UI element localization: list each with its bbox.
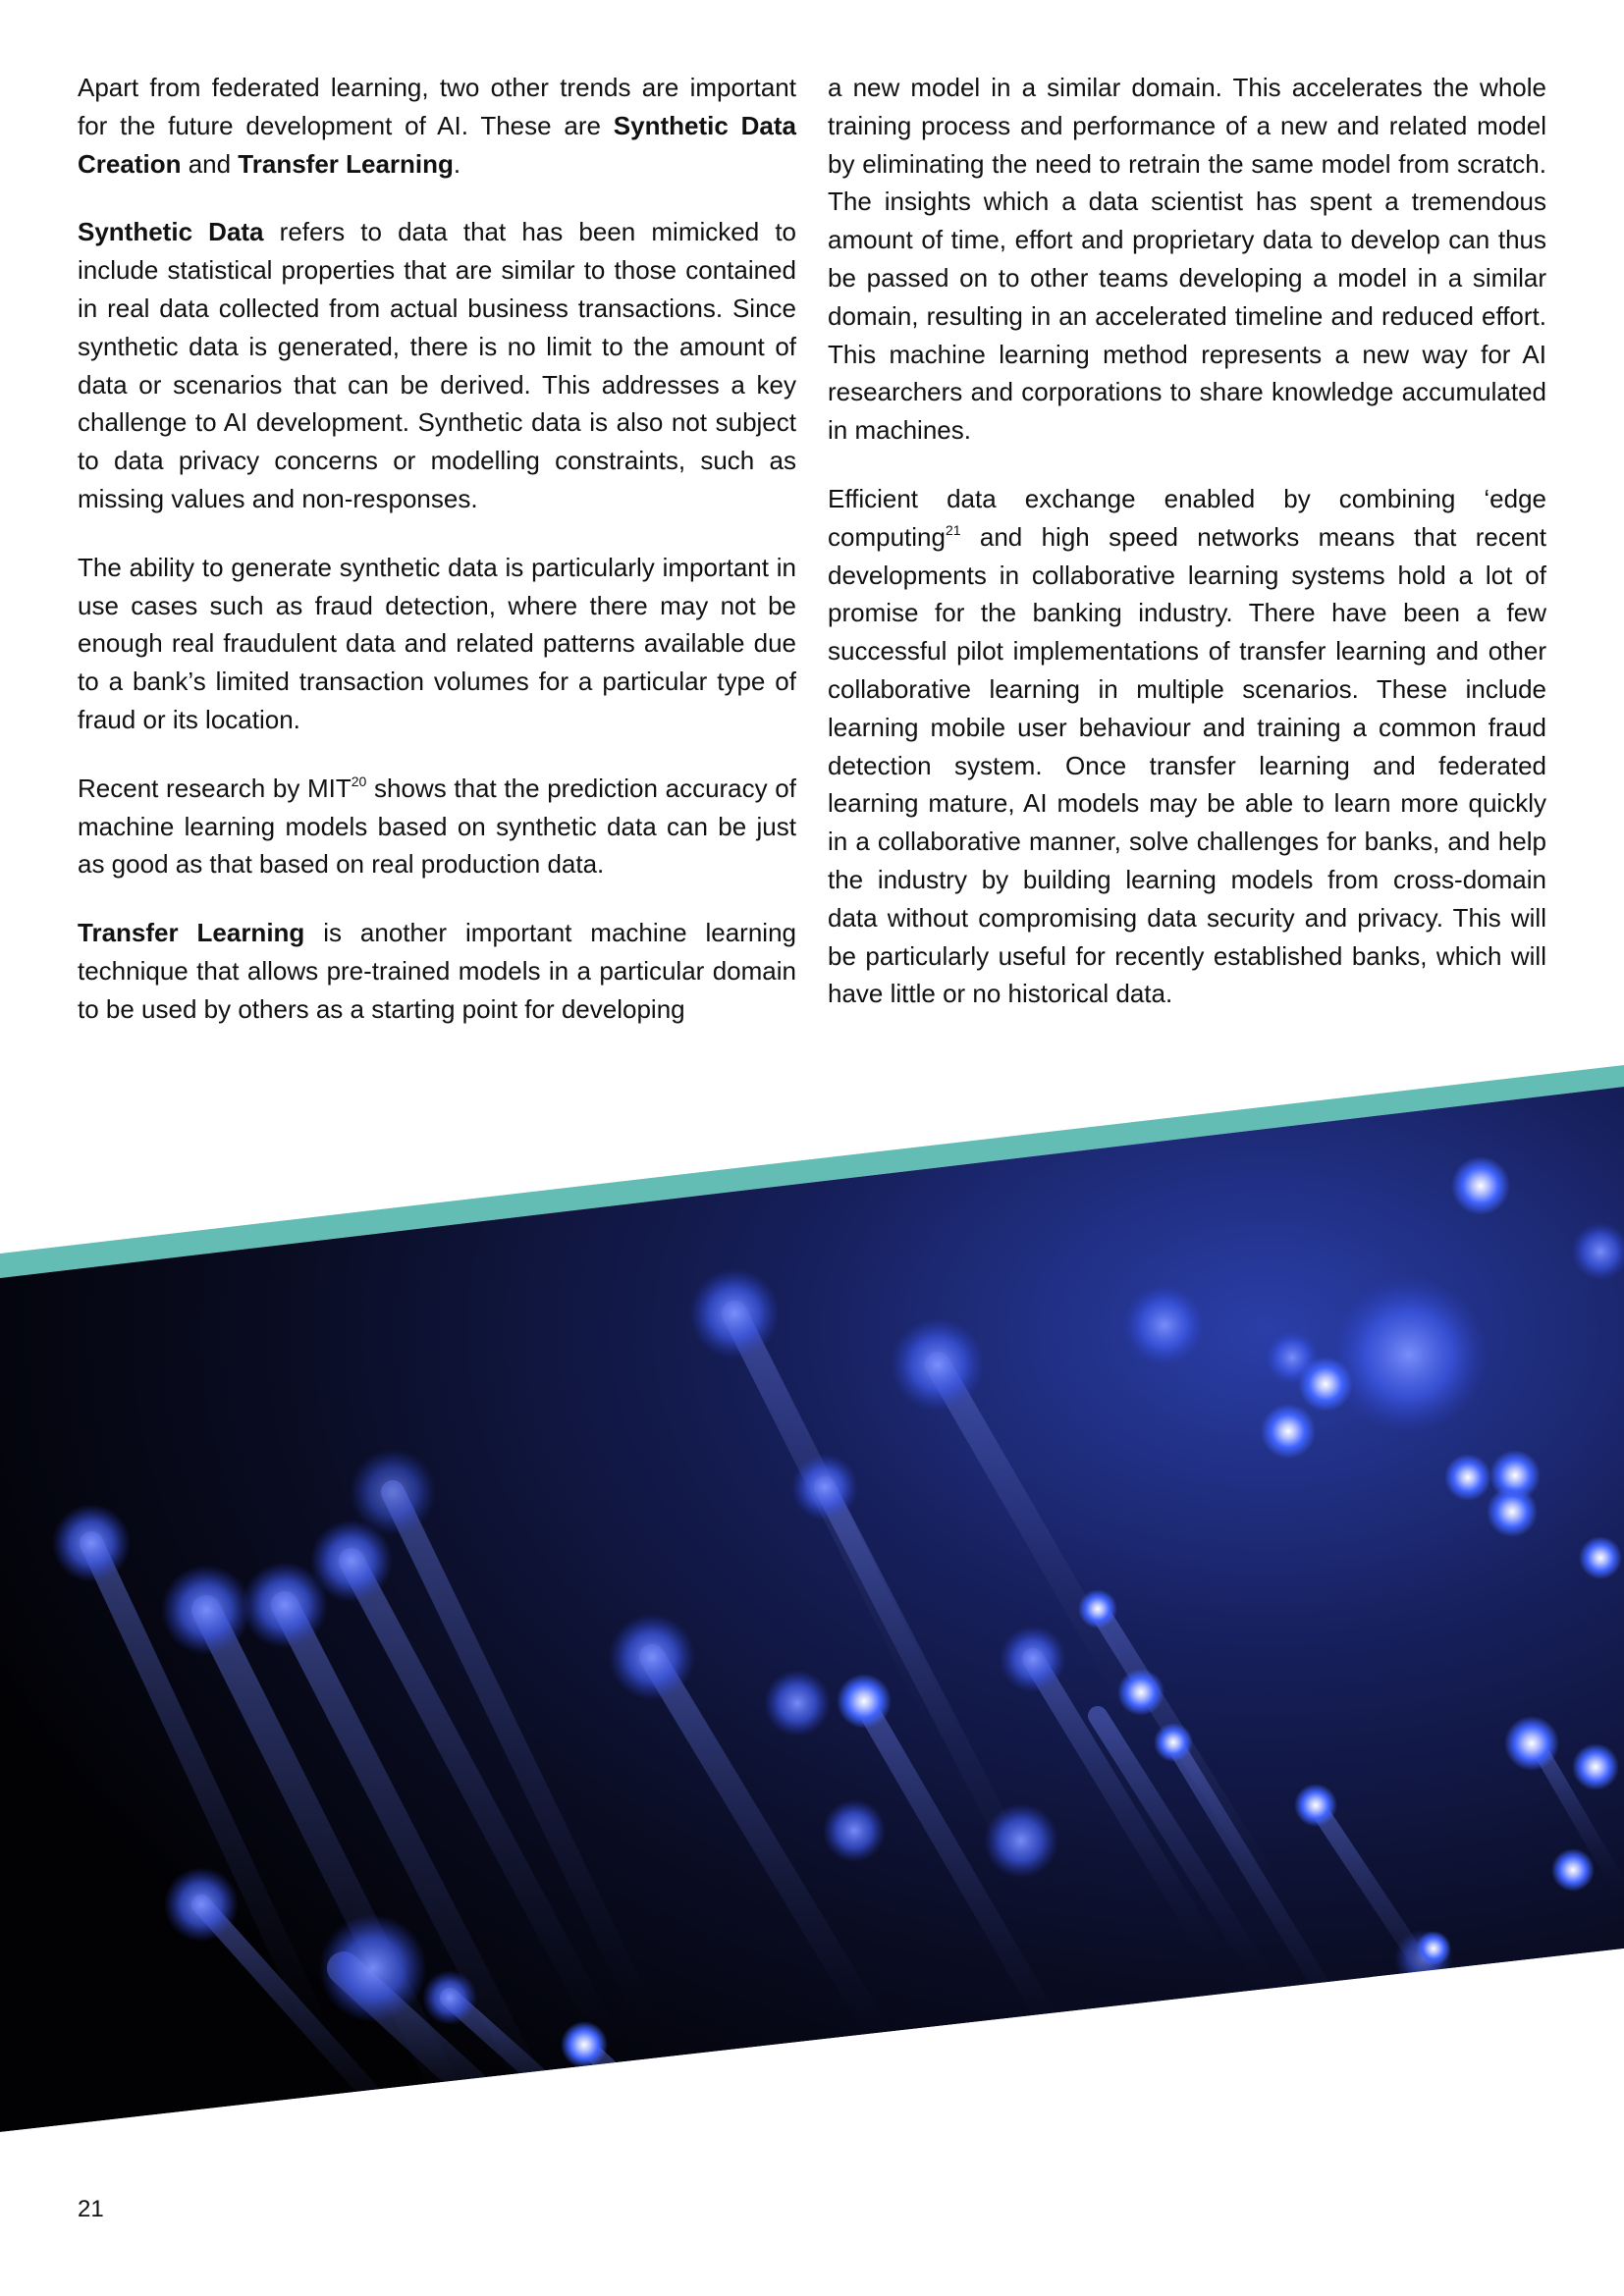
right-column (828, 69, 1546, 1043)
term-synthetic-data: Synthetic Data (78, 217, 264, 247)
paragraph-intro: Apart from federated learning, two other trends are important for the future development of AI. These are Synthetic Data Creation and Transfer Learning. (78, 73, 796, 179)
term-transfer-learning-heading: Transfer Learning (78, 918, 305, 948)
term-transfer-learning: Transfer Learning (238, 148, 454, 179)
paragraph-mit-research: Recent research by MIT$^{20}$ shows that the prediction accuracy of machine learning models based on synthetic data can be just as good as that based on real production data. (78, 773, 796, 880)
fiber-optic-image (0, 1060, 1624, 2140)
paragraph-fraud-detection: The ability to generate synthetic data is particularly important in use cases such as fraud detection, where there may not be enough real fraudulent data and related patterns available due to a bank’s limited transaction volumes for a particular type of fraud or its location. (78, 552, 796, 734)
paragraph-transfer-learning: Transfer Learning is another important machine learning technique that allows pre-trained models in a particular domain to be used by others as a starting point for developing (78, 918, 796, 1024)
footnote-ref-20: 20 (351, 773, 367, 789)
left-column (78, 69, 796, 1059)
footnote-ref-21: 21 (945, 521, 961, 538)
paragraph-edge-computing: Efficient data exchange enabled by combining ‘edge computing$^{21}$ and high speed networks means that recent developments in collaborative learning systems hold a lot of promise for the banking industry. There have been a few successful pilot implementations of transfer learning and other collaborative learning in multiple scenarios. These include learning mobile user behaviour and training a common fraud detection system. Once transfer learning and federated learning mature, AI models may be able to learn more quickly in a collaborative manner, solve challenges for banks, and help the industry by building learning models from cross-domain data without compromising data security and privacy. This will be particularly useful for recently established banks, which will have little or no historical data. (828, 483, 1546, 1009)
page-number: 21 (78, 2196, 104, 2222)
term-synthetic-data-creation: Synthetic Data Creation (78, 110, 796, 179)
paragraph-synthetic-data: Synthetic Data refers to data that has been mimicked to include statistical properties that are similar to those contained in real data collected from actual business transactions. Since synthetic data is generated, there is no limit to the amount of data or scenarios that can be derived. This addresses a key challenge to AI development. Synthetic data is also not subject to data privacy concerns or modelling constraints, such as missing values and non-responses. (78, 217, 797, 513)
paragraph-transfer-learning-cont: a new model in a similar domain. This accelerates the whole training process and performance of a new and related model by eliminating the need to retrain the same model from scratch. The insights which a data scientist has spent a tremendous amount of time, effort and proprietary data to develop can thus be passed on to other teams developing a model in a similar domain, resulting in an accelerated timeline and reduced effort. This machine learning method represents a new way for AI researchers and corporations to share knowledge accumulated in machines. (828, 73, 1546, 446)
